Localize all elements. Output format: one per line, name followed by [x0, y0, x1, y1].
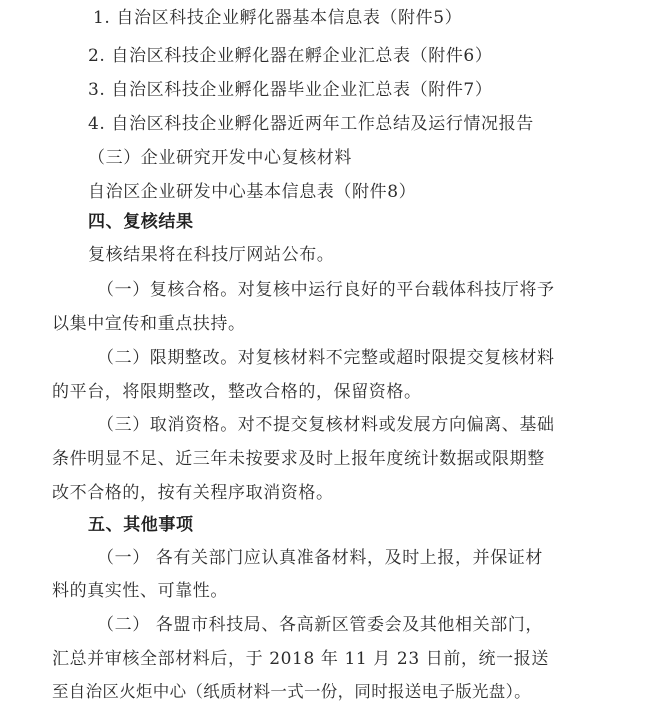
section4-p1-line1: （一）复核合格。对复核中运行良好的平台载体科技厅将予 [97, 280, 555, 300]
section3-body: 自治区企业研发中心基本信息表（附件8） [88, 182, 417, 202]
attachment-item-1: 1. 自治区科技企业孵化器基本信息表（附件5） [93, 8, 463, 28]
section4-p2-line1: （二）限期整改。对复核材料不完整或超时限提交复核材料 [97, 348, 555, 368]
section5-heading: 五、其他事项 [88, 515, 194, 535]
section3-title: （三）企业研究开发中心复核材料 [88, 148, 352, 168]
section5-p2-line1: （二） 各盟市科技局、各高新区管委会及其他相关部门， [97, 615, 544, 635]
section4-p3-line3: 改不合格的，按有关程序取消资格。 [52, 483, 334, 503]
section4-p3-line2: 条件明显不足、近三年未按要求及时上报年度统计数据或限期整 [52, 449, 545, 469]
section5-p1-line2: 料的真实性、可靠性。 [52, 581, 228, 601]
attachment-item-4: 4. 自治区科技企业孵化器近两年工作总结及运行情况报告 [88, 114, 534, 134]
section4-p3-line1: （三）取消资格。对不提交复核材料或发展方向偏离、基础 [97, 415, 555, 435]
section4-heading: 四、复核结果 [88, 212, 194, 232]
section4-p2-line2: 的平台，将限期整改，整改合格的，保留资格。 [52, 382, 422, 402]
section5-p2-line2: 汇总并审核全部材料后，于 2018 年 11 月 23 日前，统一报送 [52, 649, 549, 669]
attachment-item-3: 3. 自治区科技企业孵化器毕业企业汇总表（附件7） [88, 80, 493, 100]
attachment-item-2: 2. 自治区科技企业孵化器在孵企业汇总表（附件6） [88, 46, 493, 66]
section5-p2-line3: 至自治区火炬中心（纸质材料一式一份，同时报送电子版光盘）。 [52, 682, 531, 701]
section4-intro: 复核结果将在科技厅网站公布。 [88, 245, 335, 265]
section5-p1-line1: （一） 各有关部门应认真准备材料，及时上报，并保证材 [97, 548, 544, 568]
section4-p1-line2: 以集中宣传和重点扶持。 [52, 314, 246, 334]
